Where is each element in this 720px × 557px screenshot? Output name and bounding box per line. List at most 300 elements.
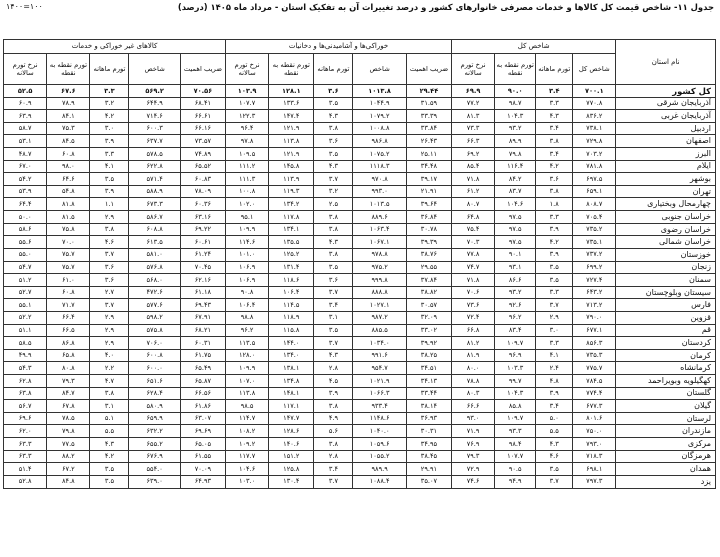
- table-cell: ۸۳.۷: [495, 185, 536, 198]
- table-cell: ۳.۳: [536, 97, 573, 110]
- province-name: کردستان: [616, 337, 716, 350]
- table-cell: ۳.۸: [314, 223, 353, 236]
- table-cell: ۱۰۳.۹: [226, 85, 269, 98]
- table-cell: ۱۰۹.۹: [226, 223, 269, 236]
- table-title-bar: [6, 2, 714, 16]
- table-cell: ۸۰.۳: [452, 387, 495, 400]
- table-cell: ۸۱.۳: [452, 110, 495, 123]
- table-cell: ۸۴.۲: [495, 173, 536, 186]
- table-cell: ۳.۷: [314, 475, 353, 488]
- table-cell: ۹۹۱.۶: [353, 349, 406, 362]
- table-cell: ۴.۲: [536, 236, 573, 249]
- table-cell: ۷۰۵.۴: [573, 211, 616, 224]
- table-cell: ۱۰۴.۶: [495, 198, 536, 211]
- table-row: [4, 211, 716, 224]
- table-cell: ۱۰۱.۰: [226, 248, 269, 261]
- table-cell: ۱۴۴.۰: [269, 337, 314, 350]
- table-cell: ۸۳.۴: [495, 324, 536, 337]
- table-cell: ۷۲۷.۴: [573, 274, 616, 287]
- table-cell: ۲.۹: [536, 311, 573, 324]
- table-cell: ۳.۲: [90, 97, 129, 110]
- table-cell: ۱۰۷.۷: [226, 97, 269, 110]
- table-cell: ۶۷۷.۳: [573, 400, 616, 413]
- table-row: [4, 387, 716, 400]
- table-cell: ۶۴۴.۹: [129, 97, 180, 110]
- table-cell: ۶۳.۱۶: [180, 211, 225, 224]
- table-cell: ۶۵.۸: [47, 349, 90, 362]
- table-cell: ۵۲.۸: [4, 475, 47, 488]
- province-name: کل کشور: [616, 85, 716, 98]
- header-total-monthly: تورم ماهانه: [536, 54, 573, 85]
- table-cell: ۷۳.۶: [452, 299, 495, 312]
- table-cell: ۸۸۵.۵: [353, 324, 406, 337]
- province-name: مرکزی: [616, 438, 716, 451]
- table-cell: ۶۰۸.۸: [129, 223, 180, 236]
- table-cell: ۸۰.۸: [47, 362, 90, 375]
- table-cell: ۵۱.۱: [4, 324, 47, 337]
- table-cell: ۳.۳: [90, 85, 129, 98]
- table-cell: ۳.۴: [536, 148, 573, 161]
- table-cell: ۳.۶: [314, 135, 353, 148]
- table-cell: ۳۴.۱۳: [406, 375, 451, 388]
- province-name: هرمزگان: [616, 450, 716, 463]
- table-cell: ۶۶.۱۶: [180, 122, 225, 135]
- table-cell: ۷۲.۴: [452, 311, 495, 324]
- table-cell: ۲.۷: [90, 286, 129, 299]
- table-cell: ۵۷۵.۸: [129, 324, 180, 337]
- table-cell: ۶۷.۰: [4, 160, 47, 173]
- table-cell: ۷۱۸.۳: [573, 450, 616, 463]
- table-cell: ۳۸.۲۵: [406, 349, 451, 362]
- table-cell: ۱۱۴.۶: [226, 236, 269, 249]
- table-cell: ۹۸.۸: [226, 311, 269, 324]
- table-cell: ۵۵۴.۰: [129, 463, 180, 476]
- table-cell: ۸۶.۸: [47, 337, 90, 350]
- table-row-national: [4, 85, 716, 98]
- table-cell: ۲.۵: [314, 198, 353, 211]
- table-cell: ۳۸.۷۶: [406, 248, 451, 261]
- table-cell: ۹۵.۱: [226, 211, 269, 224]
- table-row: [4, 274, 716, 287]
- table-cell: ۵۸۰.۹: [129, 400, 180, 413]
- table-cell: ۱۰۱۳.۵: [353, 198, 406, 211]
- table-row: [4, 248, 716, 261]
- table-cell: ۷۸.۵: [47, 412, 90, 425]
- table-cell: ۵.۱: [90, 412, 129, 425]
- table-cell: ۵۵.۶: [4, 236, 47, 249]
- table-cell: ۶۸.۲۱: [180, 324, 225, 337]
- table-cell: ۸۱.۵: [47, 211, 90, 224]
- province-name: مازندران: [616, 425, 716, 438]
- province-name: آذربایجان غربی: [616, 110, 716, 123]
- table-cell: ۵۵.۱: [4, 299, 47, 312]
- table-cell: ۶۹۸.۱: [573, 463, 616, 476]
- table-cell: ۶۶.۵۶: [180, 387, 225, 400]
- table-cell: ۶۶.۶۱: [180, 110, 225, 123]
- table-cell: ۷۷۵.۷: [573, 362, 616, 375]
- table-cell: ۷۴.۶: [452, 475, 495, 488]
- header-row-columns: [4, 54, 716, 85]
- table-cell: ۶۵.۰۵: [180, 438, 225, 451]
- table-cell: ۱۳۵.۵: [269, 236, 314, 249]
- table-cell: ۳۴.۹۵: [406, 438, 451, 451]
- table-cell: ۶۰.۳۱: [180, 337, 225, 350]
- table-cell: ۱۰۶.۴: [226, 299, 269, 312]
- table-cell: ۶۷.۲: [47, 463, 90, 476]
- province-name: گلستان: [616, 387, 716, 400]
- table-cell: ۳.۵: [314, 261, 353, 274]
- table-cell: ۷۲.۹: [452, 463, 495, 476]
- table-cell: ۵۴.۸: [47, 185, 90, 198]
- table-cell: ۳.۷: [314, 286, 353, 299]
- table-cell: ۸۳۶.۲: [573, 110, 616, 123]
- table-cell: ۷۷۴.۴: [573, 387, 616, 400]
- table-cell: ۷۸.۸: [452, 375, 495, 388]
- table-row: [4, 311, 716, 324]
- table-cell: ۷۵.۷: [47, 248, 90, 261]
- province-name: قم: [616, 324, 716, 337]
- table-cell: ۵۰.۰: [4, 211, 47, 224]
- table-cell: ۳.۹: [536, 223, 573, 236]
- table-cell: ۷۱.۷: [47, 299, 90, 312]
- table-cell: ۵۸.۷: [4, 122, 47, 135]
- table-row: [4, 97, 716, 110]
- table-cell: ۷۳.۵۷: [180, 135, 225, 148]
- table-cell: ۱۰۸۸.۴: [353, 475, 406, 488]
- table-cell: ۱۰۴.۳: [495, 110, 536, 123]
- table-row: [4, 286, 716, 299]
- header-nonfood-monthly: تورم ماهانه: [90, 54, 129, 85]
- table-cell: ۲.۲: [90, 362, 129, 375]
- table-cell: ۲۹.۴۴: [406, 85, 451, 98]
- table-cell: ۹۵۴.۷: [353, 362, 406, 375]
- table-cell: ۲۹.۵۵: [406, 261, 451, 274]
- table-row: [4, 375, 716, 388]
- table-cell: ۱۳۴.۸: [269, 375, 314, 388]
- table-cell: ۷۰۳.۲: [573, 148, 616, 161]
- table-cell: ۱۱۷.۷: [226, 450, 269, 463]
- table-cell: ۳۳.۳۹: [406, 110, 451, 123]
- table-cell: ۷۰.۴۵: [180, 261, 225, 274]
- table-cell: ۱۱۳.۸: [226, 387, 269, 400]
- table-cell: ۱۰۵۵.۲: [353, 450, 406, 463]
- table-cell: ۶۰.۳۶: [180, 198, 225, 211]
- table-cell: ۱۰۸.۲: [226, 425, 269, 438]
- table-cell: ۸۵.۴: [452, 160, 495, 173]
- table-cell: ۵۳.۱: [4, 135, 47, 148]
- table-cell: ۱۳۱.۴: [269, 261, 314, 274]
- table-cell: ۳.۸: [536, 185, 573, 198]
- header-food-point: تورم نقطه به نقطه: [269, 54, 314, 85]
- table-cell: ۸۴.۷: [47, 387, 90, 400]
- table-cell: ۶۱.۷۵: [180, 349, 225, 362]
- province-name: زنجان: [616, 261, 716, 274]
- table-cell: ۱.۸: [536, 198, 573, 211]
- table-cell: ۹۶.۲: [226, 324, 269, 337]
- table-cell: ۶۹۹.۲: [573, 261, 616, 274]
- table-cell: ۴.۱: [536, 349, 573, 362]
- table-cell: ۳.۴: [536, 400, 573, 413]
- province-name: چهارمحال وبختیاری: [616, 198, 716, 211]
- table-cell: ۹۷.۵: [495, 223, 536, 236]
- table-cell: ۳.۶: [314, 274, 353, 287]
- table-cell: ۲۱.۹۱: [406, 185, 451, 198]
- table-cell: ۱۰۶.۴: [269, 286, 314, 299]
- table-cell: ۴.۱: [90, 160, 129, 173]
- table-cell: ۶۴.۴: [4, 198, 47, 211]
- table-cell: ۶۳.۹: [4, 110, 47, 123]
- table-cell: ۱۱۷.۸: [269, 211, 314, 224]
- table-cell: ۶۱.۰: [47, 274, 90, 287]
- table-cell: ۳.۷: [536, 475, 573, 488]
- table-cell: ۶۱.۵۵: [180, 450, 225, 463]
- table-row: [4, 463, 716, 476]
- table-cell: ۷۹.۸: [47, 425, 90, 438]
- table-row: [4, 173, 716, 186]
- table-cell: ۷۱۴.۶: [129, 110, 180, 123]
- table-cell: ۳.۴: [536, 85, 573, 98]
- table-cell: ۵.۵: [90, 425, 129, 438]
- table-cell: ۶۰۰.۰: [129, 362, 180, 375]
- table-cell: ۳.۵: [314, 97, 353, 110]
- header-food-annual: نرخ تورم سالانه: [226, 54, 269, 85]
- table-cell: ۱۱۱۸.۳: [353, 160, 406, 173]
- table-cell: ۶۲.۰: [4, 425, 47, 438]
- table-cell: ۶۵۵.۲: [129, 438, 180, 451]
- province-name: لرستان: [616, 412, 716, 425]
- table-cell: ۳.۸: [314, 122, 353, 135]
- table-cell: ۱۰۵۹.۶: [353, 438, 406, 451]
- table-cell: ۴.۹: [314, 412, 353, 425]
- table-cell: ۵۴.۲: [4, 173, 47, 186]
- table-cell: ۶۶.۸: [452, 324, 495, 337]
- table-cell: ۱۱۹.۳: [269, 185, 314, 198]
- table-cell: ۵۸۶.۷: [129, 211, 180, 224]
- table-row: [4, 223, 716, 236]
- table-cell: ۱۰۴۰.۰: [353, 425, 406, 438]
- table-cell: ۱۳۴.۱: [269, 223, 314, 236]
- header-total-annual: نرخ تورم سالانه: [452, 54, 495, 85]
- table-cell: ۳.۵: [90, 463, 129, 476]
- table-cell: ۱۰۴.۳: [495, 387, 536, 400]
- table-cell: ۲.۹: [90, 211, 129, 224]
- table-cell: ۶۶.۴: [47, 311, 90, 324]
- header-nonfood-index: شاخص: [129, 54, 180, 85]
- table-cell: ۲.۹: [90, 324, 129, 337]
- table-cell: ۸۱.۸: [47, 198, 90, 211]
- table-cell: ۹۳۳.۴: [353, 400, 406, 413]
- table-cell: ۳.۸: [314, 248, 353, 261]
- province-name: خراسان شمالی: [616, 236, 716, 249]
- table-cell: ۳.۵: [90, 475, 129, 488]
- table-cell: ۹۹۳.۰: [353, 185, 406, 198]
- table-cell: ۵۴.۷: [4, 261, 47, 274]
- table-cell: ۳.۴: [314, 299, 353, 312]
- table-cell: ۵۱.۲: [4, 274, 47, 287]
- table-cell: ۵۲.۷: [4, 286, 47, 299]
- table-cell: ۷۵.۷: [47, 261, 90, 274]
- table-cell: ۶۷.۹۱: [180, 311, 225, 324]
- table-row: [4, 438, 716, 451]
- table-cell: ۱۰۹.۷: [495, 337, 536, 350]
- province-name: تهران: [616, 185, 716, 198]
- table-cell: ۳.۵: [90, 173, 129, 186]
- table-cell: ۷۰۶.۰: [129, 337, 180, 350]
- table-cell: ۴.۸: [536, 375, 573, 388]
- table-cell: ۹۷.۵: [495, 236, 536, 249]
- table-cell: ۷۵۰.۰: [573, 425, 616, 438]
- table-row: [4, 299, 716, 312]
- table-cell: ۶۰.۸: [47, 148, 90, 161]
- table-cell: ۳۹.۹۲: [406, 337, 451, 350]
- table-cell: ۶۵۹.۹: [129, 412, 180, 425]
- table-cell: ۴.۶: [90, 236, 129, 249]
- table-cell: ۳۹.۳۹: [406, 236, 451, 249]
- table-cell: ۵۶۹.۲: [129, 85, 180, 98]
- table-cell: ۱۴۰.۶: [269, 438, 314, 451]
- table-cell: ۶۱.۸۶: [180, 400, 225, 413]
- table-cell: ۳۹.۱۷: [406, 173, 451, 186]
- table-cell: ۷۰.۳: [452, 236, 495, 249]
- table-cell: ۳.۹: [314, 387, 353, 400]
- table-cell: ۶۲.۸: [4, 375, 47, 388]
- table-cell: ۹۸.۷: [495, 97, 536, 110]
- table-cell: ۵۸۸.۹: [129, 185, 180, 198]
- base-year: ۱۴۰۰=۱۰۰: [6, 2, 43, 11]
- table-cell: ۸۰۸.۷: [573, 198, 616, 211]
- table-cell: ۶۳.۰۷: [180, 412, 225, 425]
- table-cell: ۱۴۷.۴: [269, 110, 314, 123]
- table-cell: ۲۹.۹۱: [406, 463, 451, 476]
- table-cell: ۳۵.۰۷: [406, 475, 451, 488]
- table-cell: ۷۸.۹: [47, 97, 90, 110]
- header-province: نام استان: [616, 40, 716, 85]
- table-cell: ۷۰.۰۹: [180, 463, 225, 476]
- table-row: [4, 148, 716, 161]
- table-cell: ۶۱۳.۵: [129, 236, 180, 249]
- table-cell: ۳.۰: [536, 324, 573, 337]
- table-cell: ۹۸۹.۹: [353, 463, 406, 476]
- table-cell: ۷۹.۳: [452, 450, 495, 463]
- table-cell: ۱۰۴.۶: [226, 463, 269, 476]
- table-cell: ۳.۹: [90, 185, 129, 198]
- table-cell: ۳.۸: [536, 135, 573, 148]
- table-cell: ۴.۳: [314, 236, 353, 249]
- table-cell: ۶۰.۹: [4, 97, 47, 110]
- province-name: اصفهان: [616, 135, 716, 148]
- table-cell: ۶۹.۹: [452, 85, 495, 98]
- table-cell: ۱۱۱.۲: [226, 160, 269, 173]
- table-cell: ۳.۹: [90, 135, 129, 148]
- table-cell: ۶۲.۱۶: [180, 274, 225, 287]
- table-cell: ۷۳۵.۱: [573, 236, 616, 249]
- table-cell: ۱۰۳۴.۰: [353, 337, 406, 350]
- table-cell: ۳۳.۴۴: [406, 387, 451, 400]
- table-cell: ۲.۹: [90, 311, 129, 324]
- table-cell: ۶۹.۲: [452, 148, 495, 161]
- table-cell: ۱۱۴.۷: [226, 412, 269, 425]
- table-cell: ۹۲.۶: [495, 299, 536, 312]
- table-cell: ۱۱۴۸.۶: [353, 412, 406, 425]
- table-row: [4, 450, 716, 463]
- table-cell: ۵۷۷.۶: [129, 299, 180, 312]
- table-cell: ۷۵.۳: [47, 122, 90, 135]
- table-cell: ۱.۱: [90, 198, 129, 211]
- table-cell: ۵.۵: [536, 425, 573, 438]
- table-cell: ۸۸۸.۸: [353, 286, 406, 299]
- table-cell: ۶۰.۶۱: [180, 236, 225, 249]
- table-cell: ۱۰۱۳.۸: [353, 85, 406, 98]
- table-cell: ۷۱.۸: [452, 274, 495, 287]
- table-cell: ۴.۶: [536, 450, 573, 463]
- table-cell: ۳.۷: [90, 299, 129, 312]
- table-cell: ۸۴.۸: [47, 475, 90, 488]
- table-cell: ۳.۳: [536, 286, 573, 299]
- table-cell: ۱۰۹.۲: [226, 438, 269, 451]
- table-cell: ۱۰۳.۰: [226, 475, 269, 488]
- province-name: خوزستان: [616, 248, 716, 261]
- table-cell: ۶۹.۲۲: [180, 223, 225, 236]
- table-cell: ۱۰۶۶.۳: [353, 387, 406, 400]
- table-cell: ۹۸.۵: [226, 400, 269, 413]
- table-cell: ۱۱۳.۵: [226, 337, 269, 350]
- table-cell: ۶۰.۸۳: [180, 173, 225, 186]
- table-cell: ۱۰۲۱.۹: [353, 375, 406, 388]
- table-cell: ۱۴۸.۱: [269, 387, 314, 400]
- table-row: [4, 236, 716, 249]
- table-cell: ۳.۶: [536, 173, 573, 186]
- table-cell: ۳۸.۴۵: [406, 450, 451, 463]
- table-cell: ۴۷۲.۶: [129, 286, 180, 299]
- table-cell: ۳۰.۷۸: [406, 223, 451, 236]
- table-cell: ۳.۱: [90, 400, 129, 413]
- header-nonfood-point: تورم نقطه به نقطه: [47, 54, 90, 85]
- table-cell: ۲.۸: [314, 450, 353, 463]
- provincial-cpi-table: [3, 39, 716, 489]
- table-cell: ۶۸.۴۱: [180, 97, 225, 110]
- table-cell: ۱۲۵.۲: [269, 248, 314, 261]
- table-cell: ۹۸.۰: [47, 160, 90, 173]
- table-row: [4, 122, 716, 135]
- table-cell: ۸۰۱.۶: [573, 412, 616, 425]
- table-cell: ۷۳۸.۱: [573, 122, 616, 135]
- table-cell: ۶۳۷.۷: [129, 135, 180, 148]
- table-cell: ۱۰۷.۷: [495, 450, 536, 463]
- table-cell: ۳۶.۸۴: [406, 211, 451, 224]
- province-name: کرمانشاه: [616, 362, 716, 375]
- header-total-point: تورم نقطه به نقطه: [495, 54, 536, 85]
- table-cell: ۶۴.۸: [452, 211, 495, 224]
- table-cell: ۶۷۶.۹: [129, 450, 180, 463]
- table-cell: ۷۷.۸: [452, 248, 495, 261]
- table-row: [4, 110, 716, 123]
- table-cell: ۵۸.۶: [4, 223, 47, 236]
- table-row: [4, 412, 716, 425]
- table-cell: ۷۹۷.۳: [573, 475, 616, 488]
- table-cell: ۵۱.۴: [4, 463, 47, 476]
- table-row: [4, 198, 716, 211]
- table-cell: ۶۵۹.۱: [573, 185, 616, 198]
- table-cell: ۹۸۶.۸: [353, 135, 406, 148]
- province-name: ایلام: [616, 160, 716, 173]
- table-cell: ۷۵.۸: [47, 223, 90, 236]
- table-cell: ۳۱.۵۹: [406, 97, 451, 110]
- table-cell: ۶۹.۶۹: [180, 425, 225, 438]
- table-cell: ۷۹۳.۰: [573, 438, 616, 451]
- table-cell: ۱۲۸.۶: [269, 425, 314, 438]
- table-cell: ۶۲۸.۴: [129, 387, 180, 400]
- table-cell: ۹۷۸.۸: [353, 248, 406, 261]
